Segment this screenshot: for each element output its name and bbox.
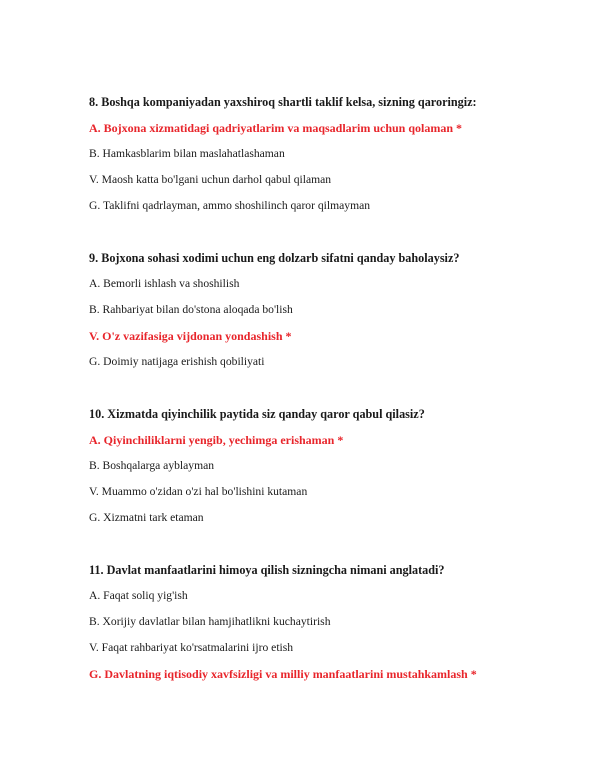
answer-option-v: V. Maosh katta bo'lgani uchun darhol qabul qilaman xyxy=(89,173,332,186)
answer-option-a-correct: A. Bojxona xizmatidagi qadriyatlarim va maqsadlarim uchun qolaman * xyxy=(89,121,463,135)
question-11 xyxy=(89,562,569,692)
answer-option-v: V. Faqat rahbariyat ko'rsatmalarini ijro etish xyxy=(89,641,294,654)
answer-option-g: G. Taklifni qadrlayman, ammo shoshilinch qaror qilmayman xyxy=(89,199,371,212)
question-10 xyxy=(89,406,569,536)
answer-option-b: B. Hamkasblarim bilan maslahatlashaman xyxy=(89,147,285,160)
answer-option-b: B. Boshqalarga ayblayman xyxy=(89,459,215,472)
answer-option-a: A. Bemorli ishlash va shoshilish xyxy=(89,277,240,290)
answer-option-b: B. Rahbariyat bilan do'stona aloqada bo'lish xyxy=(89,303,293,316)
answer-option-a-correct: A. Qiyinchiliklarni yengib, yechimga erishaman * xyxy=(89,433,344,447)
answer-option-g: G. Doimiy natijaga erishish qobiliyati xyxy=(89,355,265,368)
question-text: 9. Bojxona sohasi xodimi uchun eng dolzarb sifatni qanday baholaysiz? xyxy=(89,251,460,265)
answer-option-g: G. Xizmatni tark etaman xyxy=(89,511,204,524)
question-8 xyxy=(89,94,569,224)
question-text: 10. Xizmatda qiyinchilik paytida siz qanday qaror qabul qilasiz? xyxy=(89,407,425,421)
answer-option-v-correct: V. O'z vazifasiga vijdonan yondashish * xyxy=(89,329,292,343)
question-9 xyxy=(89,250,569,380)
question-text: 11. Davlat manfaatlarini himoya qilish sizningcha nimani anglatadi? xyxy=(89,563,445,577)
question-text: 8. Boshqa kompaniyadan yaxshiroq shartli taklif kelsa, sizning qaroringiz: xyxy=(89,95,477,109)
answer-option-a: A. Faqat soliq yig'ish xyxy=(89,589,188,602)
answer-option-b: B. Xorijiy davlatlar bilan hamjihatlikni kuchaytirish xyxy=(89,615,331,628)
answer-option-v: V. Muammo o'zidan o'zi hal bo'lishini kutaman xyxy=(89,485,308,498)
answer-option-g-correct: G. Davlatning iqtisodiy xavfsizligi va milliy manfaatlarini mustahkamlash * xyxy=(89,667,477,681)
